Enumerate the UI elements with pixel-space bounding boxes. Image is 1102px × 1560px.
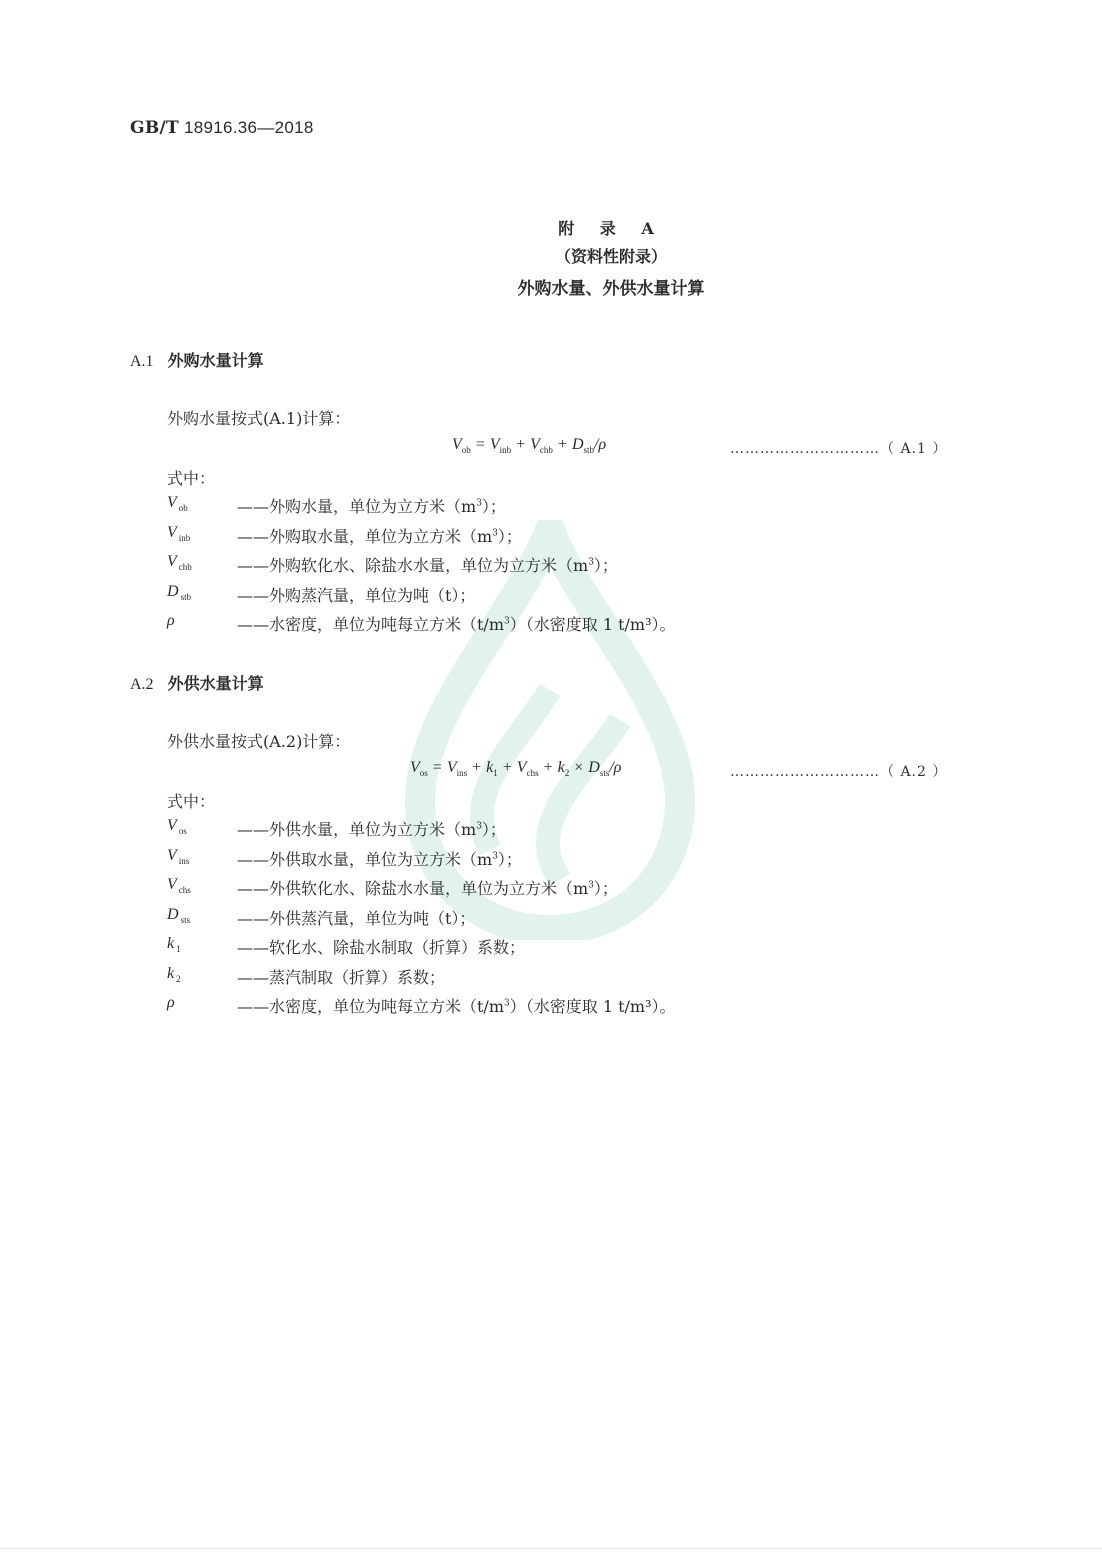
definition-symbol: V $_{ins}$ [167, 846, 190, 866]
definition-symbol: V $_{ob}$ [167, 494, 188, 513]
definition-text: ——外供水量，单位为立方米$(m^3)$； [237, 820, 506, 839]
definition-text: ——蒸汽制取（折算）系数； [237, 967, 446, 987]
section-a2-heading: A.2 外供水量计算 [130, 674, 264, 693]
definition-text: ——外购水量，单位为立方米$(m^3)$； [237, 497, 506, 516]
section-a2-intro: 外供水量按式(A.2)计算： [167, 732, 351, 751]
definition-text: ——外购软化水、除盐水水量，单位为立方米$(m^3)$； [237, 556, 618, 575]
water-drop-wave-2 [548, 720, 620, 880]
definition-symbol: V $_{chb}$ [167, 553, 192, 572]
definition-text: ——软化水、除盐水制取（折算）系数； [237, 938, 526, 957]
definition-symbol: V $_{inb}$ [167, 523, 191, 543]
definition-symbol: k $_1$ [167, 935, 181, 954]
section-a1-where: 式中： [167, 469, 216, 488]
section-a1-heading: A.1 外购水量计算 [130, 351, 264, 370]
page-bottom-rule [0, 1548, 1102, 1549]
definition-text: ——水密度，单位为吨每立方米$(t/m^3)$（水密度取 1 t/m³）。 [237, 615, 676, 634]
definition-symbol: D $_{sts}$ [167, 905, 191, 925]
definition-text: ——外供软化水、除盐水水量，单位为立方米$(m^3)$； [237, 879, 618, 898]
definition-symbol: k $_2$ [167, 964, 181, 984]
definition-text: ——外购蒸汽量，单位为吨（t）； [237, 585, 476, 605]
formula-a1: $V_{ob} = V_{inb} + V_{chb} + D_{stb}/\rho$ [452, 436, 607, 455]
appendix-subtitle: （资料性附录） [554, 247, 667, 266]
definition-text: ——外供蒸汽量，单位为吨（t）； [237, 908, 476, 928]
formula-a2-number: …………………………（ A.2 ） [730, 764, 948, 780]
definition-text: ——外购取水量，单位为立方米$(m^3)$； [237, 526, 522, 546]
definition-symbol: V $_{os}$ [167, 817, 187, 836]
definition-symbol: ρ [167, 612, 175, 629]
formula-a2: $V_{os} = V_{ins} + k_1 + V_{chs} + k_2 \times D_{sts}/\rho$ [410, 759, 622, 778]
appendix-title: 附 录 A [558, 219, 664, 238]
section-a2-where: 式中： [167, 792, 216, 811]
section-a1-intro: 外购水量按式(A.1)计算： [167, 409, 351, 428]
definition-symbol: ρ [167, 994, 175, 1011]
definition-symbol: V $_{chs}$ [167, 876, 191, 895]
definition-symbol: D $_{stb}$ [167, 582, 192, 602]
appendix-heading: 外购水量、外供水量计算 [517, 279, 705, 299]
standard-code: GB/T 18916.36—2018 [130, 118, 314, 138]
formula-a1-number: …………………………（ A.1 ） [730, 441, 948, 457]
definition-text: ——外供取水量，单位为立方米$(m^3)$； [237, 849, 522, 869]
definition-text: ——水密度，单位为吨每立方米$(t/m^3)$（水密度取 1 t/m³）。 [237, 997, 676, 1016]
